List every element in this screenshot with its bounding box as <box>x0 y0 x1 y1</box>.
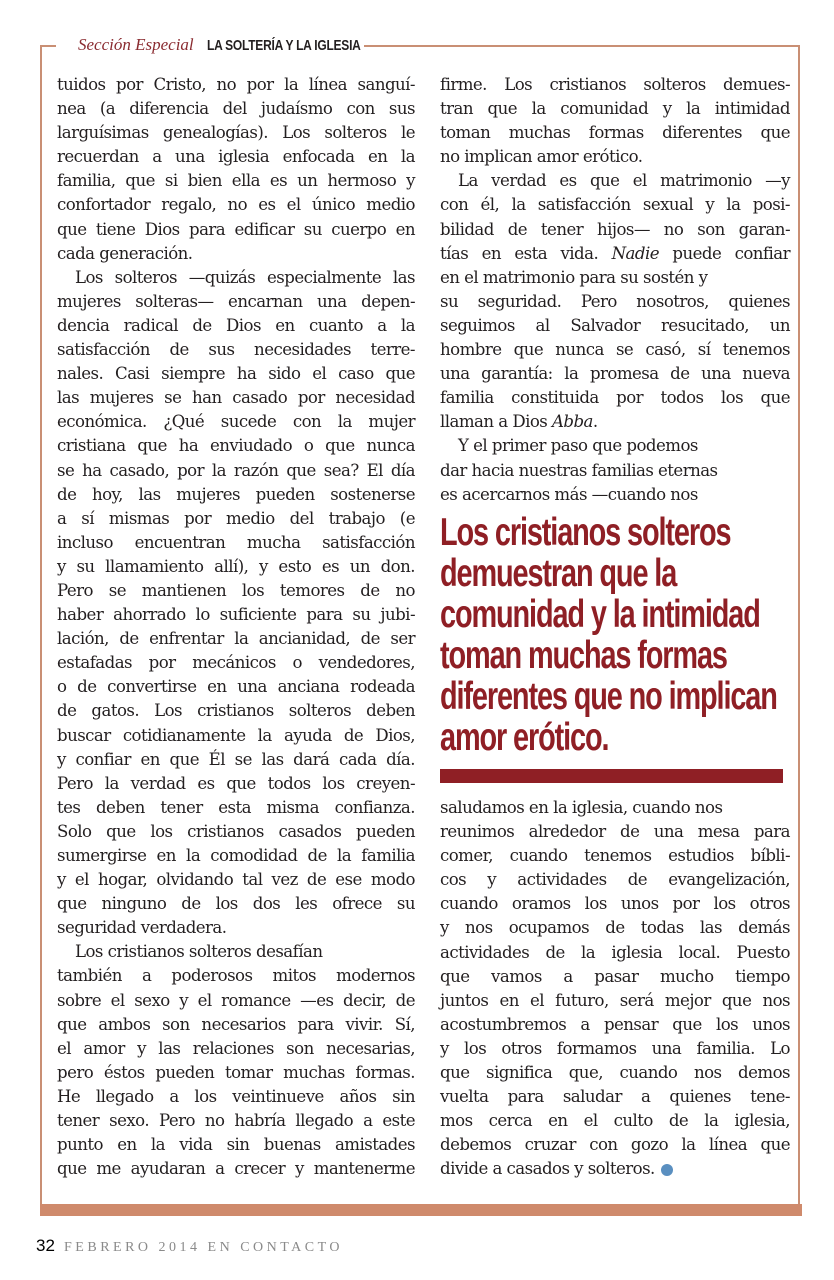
text-line <box>57 507 415 531</box>
right-column-top <box>440 73 790 507</box>
right-column-bottom <box>440 796 790 1182</box>
text-line <box>57 362 415 386</box>
frame-left-rule <box>40 45 42 1210</box>
text-line <box>57 916 415 940</box>
text-line <box>440 1157 790 1181</box>
text-segment: firme. Los cristianos solteros demues- <box>440 75 790 94</box>
text-line <box>440 169 790 193</box>
pull-quote-line: Los cristianos solteros <box>440 511 731 554</box>
text-line <box>57 699 415 723</box>
text-line <box>440 868 790 892</box>
text-line <box>57 555 415 579</box>
text-line <box>440 266 790 290</box>
text-line <box>57 820 415 844</box>
text-segment: debemos cruzar con gozo la línea que <box>440 1135 790 1155</box>
text-line <box>440 989 790 1013</box>
text-segment: Pero la verdad es que todos los creyen- <box>57 773 415 793</box>
text-segment: acostumbremos a pensar que los unos <box>440 1014 790 1034</box>
text-line <box>57 940 415 964</box>
text-segment: tuidos por Cristo, no por la línea sanguí- <box>57 75 415 94</box>
text-line <box>57 868 415 892</box>
text-segment: tes deben tener esta misma confianza. <box>57 797 415 817</box>
text-segment: satisfacción de sus necesidades terre- <box>57 340 415 360</box>
text-line <box>57 314 415 338</box>
page-footer <box>36 1236 343 1256</box>
text-line <box>440 362 790 386</box>
italic-text: Abba <box>551 412 593 432</box>
text-line <box>57 73 415 97</box>
text-segment: hombre que nunca se casó, sí tenemos <box>440 340 790 360</box>
text-line <box>57 651 415 675</box>
text-segment: cristiana que ha enviudado o que nunca <box>57 436 415 456</box>
text-line <box>440 434 790 458</box>
text-segment: Y el primer paso que podemos <box>458 436 698 456</box>
text-segment: punto en la vida sin buenas amistades <box>57 1135 415 1155</box>
text-segment: de hoy, las mujeres pueden sostenerse <box>57 484 415 504</box>
text-segment: llaman a Dios <box>440 412 552 432</box>
text-line <box>440 796 790 820</box>
text-segment: lación, de enfrentar la ancianidad, de ser <box>57 629 415 649</box>
text-line <box>57 772 415 796</box>
text-segment: también a poderosos mitos modernos <box>57 966 415 986</box>
text-line <box>57 169 415 193</box>
text-segment: y su llamamiento allí), y esto es un don. <box>57 556 415 576</box>
page-number: 32 <box>36 1236 55 1255</box>
section-label: Sección Especial <box>78 35 194 54</box>
text-segment: familia, que si bien ella es un hermoso y <box>57 171 415 191</box>
text-segment: actividades de la iglesia local. Puesto <box>440 942 790 962</box>
text-line <box>440 1109 790 1133</box>
text-segment: seguridad verdadera. <box>57 918 227 938</box>
text-segment: de gatos. Los cristianos solteros deben <box>57 701 415 721</box>
text-segment: que me ayudaran a crecer y mantenerme <box>57 1159 415 1179</box>
text-segment: Los solteros —quizás especialmente las <box>75 267 415 287</box>
text-line <box>440 1013 790 1037</box>
text-line <box>57 242 415 266</box>
text-segment: y nos ocupamos de todas las demás <box>440 918 790 938</box>
text-segment: que ninguno de los dos les ofrece su <box>57 894 415 914</box>
text-segment: dar hacia nuestras familias eternas <box>440 460 718 480</box>
text-line <box>440 941 790 965</box>
text-line <box>440 844 790 868</box>
text-line <box>57 121 415 145</box>
text-line <box>57 1013 415 1037</box>
text-line <box>57 989 415 1013</box>
text-line <box>440 410 790 434</box>
text-line <box>440 242 790 266</box>
pull-quote-line: diferentes que no implican <box>440 675 777 718</box>
text-segment: dencia radical de Dios en cuanto a la <box>57 315 415 335</box>
text-segment: económica. ¿Qué sucede con la mujer <box>57 412 415 432</box>
text-segment: y confiar en que Él se las dará cada día. <box>57 749 415 769</box>
text-line <box>57 724 415 748</box>
text-segment: reunimos alrededor de una mesa para <box>440 822 790 842</box>
text-segment: buscar cotidianamente la ayuda de Dios, <box>57 725 415 745</box>
text-segment: no implican amor erótico. <box>440 147 643 167</box>
text-segment: a sí mismas por medio del trabajo (e <box>57 508 415 528</box>
pull-quote-line: comunidad y la intimidad <box>440 593 760 636</box>
text-line <box>57 964 415 988</box>
text-line <box>440 218 790 242</box>
text-line <box>440 290 790 314</box>
text-segment: cos y actividades de evangelización, <box>440 870 790 890</box>
text-line <box>57 218 415 242</box>
text-segment: sobre el sexo y el romance —es decir, de <box>57 990 415 1010</box>
text-segment: pero éstos pueden tomar muchas formas. <box>57 1062 415 1082</box>
pull-quote-line: amor erótico. <box>440 716 609 759</box>
text-segment: y los otros formamos una familia. Lo <box>440 1038 790 1058</box>
text-line <box>440 1133 790 1157</box>
footer-issue: FEBRERO 2014 EN CONTACTO <box>64 1240 344 1255</box>
text-segment: que ambos son necesarios para vivir. Sí, <box>57 1014 415 1034</box>
text-segment: cuando oramos los unos por los otros <box>440 894 790 914</box>
text-line <box>57 1085 415 1109</box>
text-segment: juntos en el futuro, será mejor que nos <box>440 990 790 1010</box>
text-segment: las mujeres se han casado por necesidad <box>57 388 415 408</box>
text-segment: larguísimas genealogías). Los solteros le <box>57 123 415 143</box>
text-segment: tener sexo. Pero no habría llegado a este <box>57 1111 415 1131</box>
text-segment: nales. Casi siempre ha sido el caso que <box>57 364 415 384</box>
text-segment: vuelta para saludar a quienes tene- <box>440 1087 790 1107</box>
text-line <box>440 386 790 410</box>
text-line <box>57 579 415 603</box>
text-line <box>57 1061 415 1085</box>
text-segment: Pero se mantienen los temores de no <box>57 580 415 600</box>
text-line <box>57 386 415 410</box>
text-line <box>57 675 415 699</box>
text-line <box>57 434 415 458</box>
text-line <box>440 916 790 940</box>
text-line <box>440 820 790 844</box>
text-line <box>57 193 415 217</box>
text-segment: saludamos en la iglesia, cuando nos <box>440 798 723 817</box>
text-line <box>57 410 415 434</box>
text-segment: toman muchas formas diferentes que <box>440 123 790 143</box>
running-header <box>78 35 399 55</box>
text-line <box>440 121 790 145</box>
text-line <box>57 844 415 868</box>
text-line <box>440 145 790 169</box>
text-line <box>57 627 415 651</box>
text-line <box>440 965 790 989</box>
text-segment: su seguridad. Pero nosotros, quienes <box>440 291 790 311</box>
text-segment: He llegado a los veintinueve años sin <box>57 1086 415 1106</box>
text-segment: haber ahorrado lo suficiente para su jubi- <box>57 605 415 625</box>
text-segment: el amor y las relaciones son necesarias, <box>57 1038 415 1058</box>
end-of-article-icon <box>661 1164 673 1176</box>
text-line <box>57 1109 415 1133</box>
text-line <box>57 748 415 772</box>
text-segment: confortador regalo, no es el único medio <box>57 195 415 215</box>
text-line <box>440 459 790 483</box>
text-line <box>57 338 415 362</box>
text-line <box>440 1037 790 1061</box>
frame-top-left-rule <box>40 45 56 47</box>
text-segment: mujeres solteras— encarnan una depen- <box>57 291 415 311</box>
text-line <box>440 1085 790 1109</box>
pull-quote-line: toman muchas formas <box>440 634 727 677</box>
text-line <box>57 290 415 314</box>
text-segment: que significa que, cuando nos demos <box>440 1063 790 1083</box>
pull-quote <box>440 512 795 758</box>
pull-quote-bar <box>440 769 783 783</box>
text-line <box>57 603 415 627</box>
section-title: LA SOLTERÍA Y LA IGLESIA <box>206 37 361 54</box>
text-segment: . <box>592 412 598 432</box>
text-segment: seguimos al Salvador resucitado, un <box>440 315 790 335</box>
text-segment: es acercarnos más —cuando nos <box>440 484 698 504</box>
text-segment: incluso encuentran mucha satisfacción <box>57 532 415 552</box>
frame-right-rule <box>798 45 800 1210</box>
text-segment: se ha casado, por la razón que sea? El día <box>57 460 415 480</box>
text-line <box>57 483 415 507</box>
text-segment: que vamos a pasar mucho tiempo <box>440 966 790 986</box>
text-segment: sumergirse en la comodidad de la familia <box>57 846 415 865</box>
text-line <box>440 314 790 338</box>
text-segment: recuerdan a una iglesia enfocada en la <box>57 147 415 167</box>
text-line <box>440 193 790 217</box>
left-column <box>57 73 415 1181</box>
text-segment: tías en esta vida. <box>440 243 612 263</box>
text-segment: cada generación. <box>57 243 193 263</box>
text-segment: mos cerca en el culto de la iglesia, <box>440 1111 790 1131</box>
text-segment: Los cristianos solteros desafían <box>75 942 323 962</box>
frame-top-right-rule <box>364 45 800 47</box>
text-line <box>440 73 790 97</box>
text-segment: nea (a diferencia del judaísmo con sus <box>57 99 415 119</box>
pull-quote-line: demuestran que la <box>440 552 677 595</box>
text-segment: o de convertirse en una anciana rodeada <box>57 677 415 697</box>
text-segment: que tiene Dios para edificar su cuerpo en <box>57 219 415 239</box>
text-segment: estafadas por mecánicos o vendedores, <box>57 653 415 673</box>
text-line <box>57 1037 415 1061</box>
text-segment: con él, la satisfacción sexual y la posi- <box>440 195 790 215</box>
text-line <box>440 97 790 121</box>
text-segment: La verdad es que el matrimonio —y <box>458 171 790 191</box>
text-line <box>57 531 415 555</box>
text-segment: tran que la comunidad y la intimidad <box>440 99 790 119</box>
text-line <box>440 1061 790 1085</box>
text-line <box>57 892 415 916</box>
text-segment: Solo que los cristianos casados pueden <box>57 821 415 841</box>
text-segment: una garantía: la promesa de una nueva <box>440 364 790 384</box>
text-segment: en el matrimonio para su sostén y <box>440 267 708 287</box>
text-line <box>440 483 790 507</box>
text-segment: puede confiar <box>659 243 790 263</box>
italic-text: Nadie <box>611 243 659 263</box>
text-line <box>57 1157 415 1181</box>
text-line <box>57 266 415 290</box>
text-line <box>440 892 790 916</box>
text-segment: familia constituida por todos los que <box>440 388 790 408</box>
text-line <box>57 459 415 483</box>
text-segment: bilidad de tener hijos— no son garan- <box>440 219 790 239</box>
text-segment: divide a casados y solteros. <box>440 1159 655 1179</box>
frame-bottom-bar <box>40 1204 802 1216</box>
text-line <box>57 796 415 820</box>
text-line <box>57 145 415 169</box>
text-line <box>57 97 415 121</box>
text-line <box>440 338 790 362</box>
text-segment: comer, cuando tenemos estudios bíbli- <box>440 846 790 866</box>
text-line <box>57 1133 415 1157</box>
text-segment: y el hogar, olvidando tal vez de ese modo <box>57 870 415 890</box>
